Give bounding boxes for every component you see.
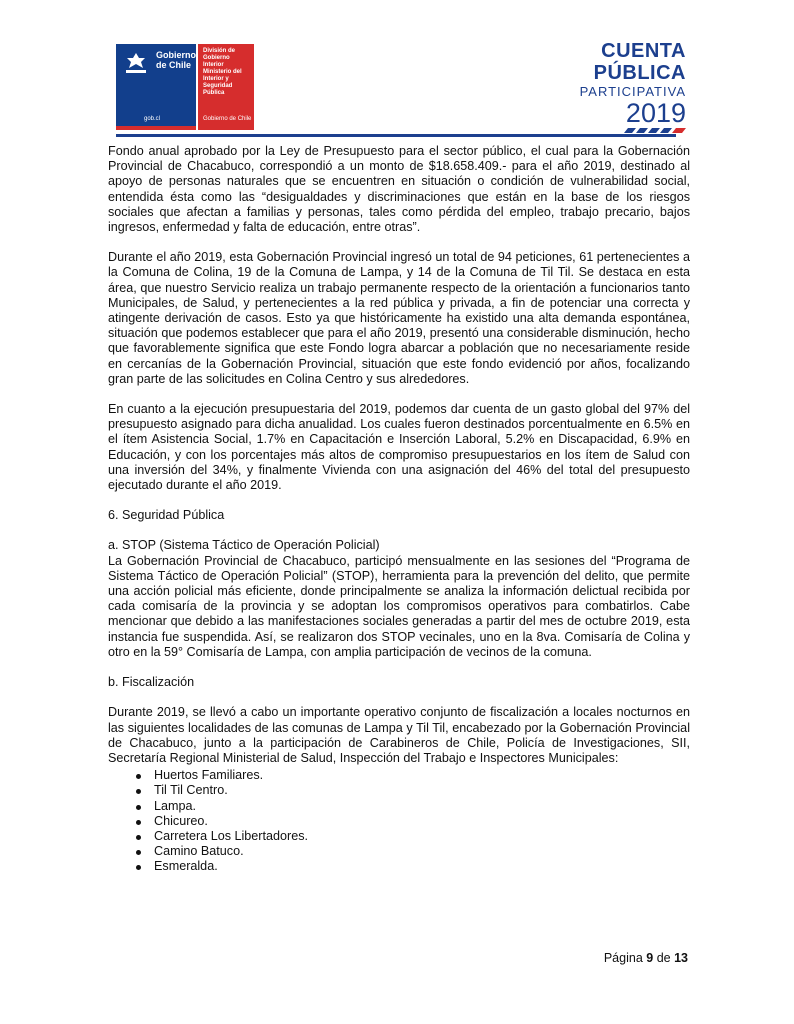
coat-of-arms-icon — [122, 50, 150, 76]
localidades-list — [108, 768, 690, 874]
subheading-fiscalizacion: b. Fiscalización — [108, 675, 195, 690]
logo-right-footer: Gobierno de Chile — [203, 116, 252, 122]
logo-right-title: División de Gobierno Interior Ministerio del Interior y Seguridad Pública — [203, 48, 242, 96]
paragraph-peticiones: Durante el año 2019, esta Gobernación Provincial ingresó un total de 94 peticiones, 61 pertenecientes a la Comuna de Colina, 19 de la Comuna de Lampa, y 14 de la Comuna de Til Til. Se destaca en esta área, que nuestro Servicio realiza un trabajo permanente respecto de la orientación a funcionarios tanto Municipales, de Salud, y pertenecientes a la red pública y privada, a fin de potenciar una correcta y atingente derivación de casos. Esto ya que históricamente ha existido una alta demanda espontánea, situación que podemos establecer que para el año 2019, presentó una considerable disminución, hecho que favorablemente significa que este Fondo logra abarcar a población que no necesariamente reside en cercanías de la Gobernación Provincial, situación que este fondo evidenció por años, focalizando gran parte de las solicitudes en Colina Centro y sus alrededores. — [108, 250, 690, 386]
page-current: 9 — [646, 951, 654, 965]
flag-strip — [116, 126, 196, 130]
list-item: Lampa. — [154, 799, 690, 814]
gobierno-de-chile-logo — [116, 44, 196, 130]
logo-left-title: Gobierno de Chile — [156, 50, 196, 70]
paragraph-fiscalizacion: Durante 2019, se llevó a cabo un importante operativo conjunto de fiscalización a locales nocturnos en las siguientes localidades de las comunas de Lampa y Til Til, encabezado por la Gobernación Provincial de Chacabuco, junto a la participación de Carabineros de Chile, Policía de Investigaciones, SII, Secretaría Regional Ministerial de Salud, Inspección del Trabajo e Inspectores Municipales: — [108, 705, 690, 765]
cuenta-publica-logo — [580, 40, 686, 127]
list-item: Camino Batuco. — [154, 844, 690, 859]
cuenta-year: 2019 — [625, 98, 686, 128]
cuenta-line2: PÚBLICA — [593, 62, 686, 84]
cuenta-line3: PARTICIPATIVA — [579, 84, 686, 99]
paragraph-stop: La Gobernación Provincial de Chacabuco, participó mensualmente en las sesiones del “Programa de Sistema Táctico de Operación Policial” (STOP), herramienta para la prevención del delito, que permite una acción policial más eficiente, donde principalmente se analiza la información delictual recibida por cada comisaría de la provincia y se adoptan los compromisos operativos para combatirlos. Cabe mencionar que debido a las manifestaciones sociales generadas a partir del mes de octubre 2019, esta instancia fue suspendida. Así, se realizaron dos STOP vecinales, uno en la 8va. Comisaría de Colina y otro en la 59° Comisaría de Lampa, con amplia participación de vecinos de la comuna. — [108, 553, 690, 659]
list-item: Huertos Familiares. — [154, 768, 690, 783]
page-word: Página — [603, 951, 643, 965]
page-header — [0, 0, 794, 150]
list-item: Til Til Centro. — [154, 783, 690, 798]
document-body — [108, 144, 690, 875]
logo-left-footer: gob.cl — [144, 116, 161, 122]
page-of: de — [656, 951, 671, 965]
page-total: 13 — [674, 951, 688, 965]
stripes-icon — [624, 128, 686, 133]
header-divider — [116, 134, 676, 137]
list-item: Carretera Los Libertadores. — [154, 829, 690, 844]
cuenta-line1: CUENTA — [601, 40, 686, 62]
list-item: Esmeralda. — [154, 859, 690, 874]
section-heading-seguridad: 6. Seguridad Pública — [108, 508, 225, 523]
page-number — [604, 951, 688, 965]
paragraph-ejecucion: En cuanto a la ejecución presupuestaria del 2019, podemos dar cuenta de un gasto global del 97% del presupuesto asignado para dicha anualidad. Los cuales fueron destinados porcentualmente en 6.5% en el ítem Asistencia Social, 1.7% en Capacitación e Inserción Laboral, 5.2% en Discapacidad, 6.9% en Educación, y con los porcentajes más altos de compromiso presupuestarios en los ítem de Salud con una inversión del 34%, y finalmente Vivienda con una asignación del 46% del total del presupuesto ejecutado durante el año 2019. — [108, 402, 690, 493]
paragraph-fondo: Fondo anual aprobado por la Ley de Presupuesto para el sector público, el cual para la Gobernación Provincial de Chacabuco, correspondió a un monto de $18.658.409.- para el año 2019, destinado al apoyo de personas naturales que se encuentren en situación o condición de vulnerabilidad social, entendida ésta como las “desigualdades y discriminaciones que están en la base de los riesgos sociales que afectan a familias y personas, tales como pérdida del empleo, trabajo precario, bajos ingresos, enfermedad y falta de educación, entre otras”. — [108, 144, 690, 235]
list-item: Chicureo. — [154, 814, 690, 829]
subheading-stop: a. STOP (Sistema Táctico de Operación Policial) — [108, 538, 380, 553]
division-gobierno-interior-logo — [198, 44, 254, 130]
